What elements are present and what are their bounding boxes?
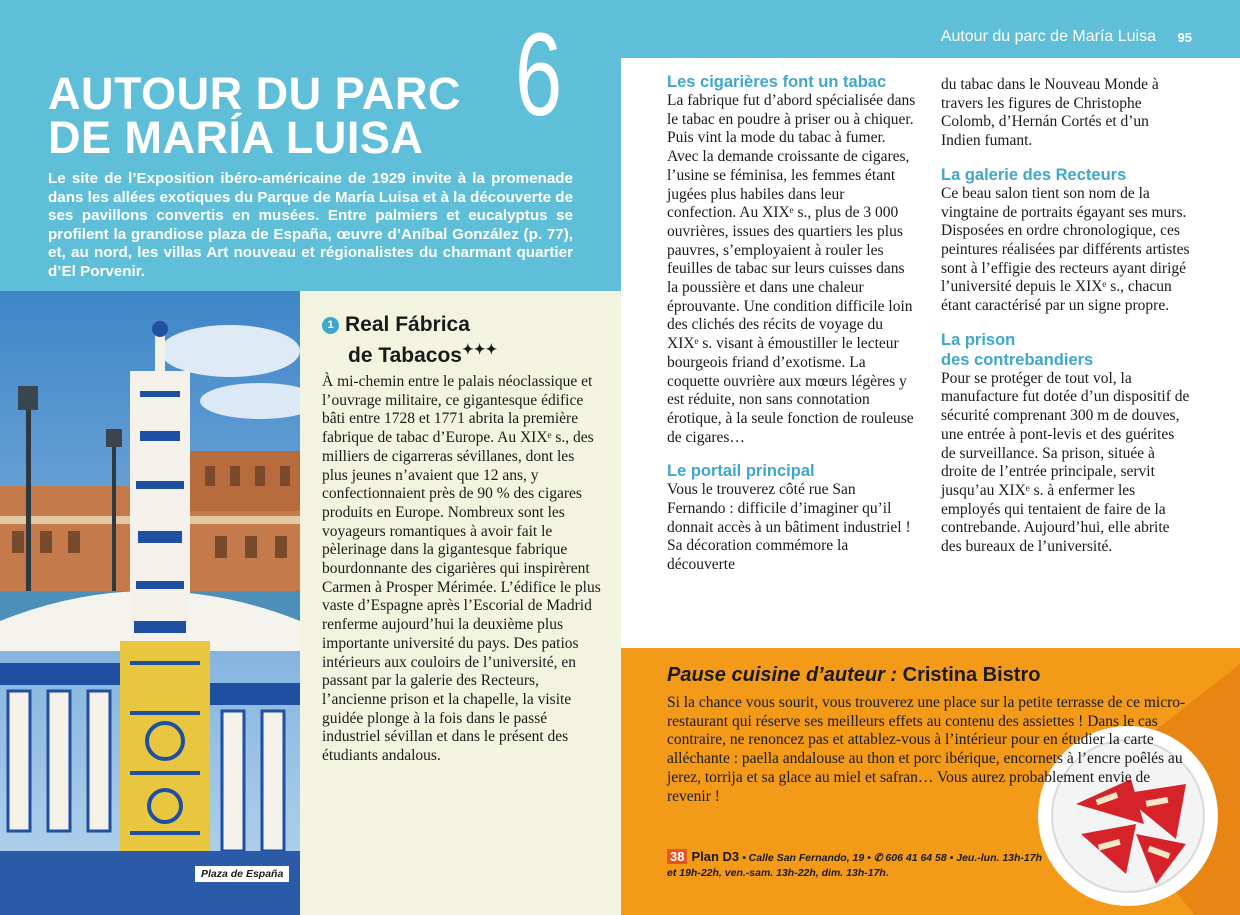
plaza-illustration <box>0 291 300 915</box>
restaurant-name: Cristina Bistro <box>902 664 1041 686</box>
running-head: Autour du parc de María Luisa <box>940 28 1156 45</box>
chapter-number: 6 <box>515 9 563 141</box>
plan-reference: Plan D3 <box>691 849 740 864</box>
section-text: À mi-chemin entre le palais néoclassique et l’ouvrage militaire, ce gigantesque édifice bâti entre 1728 et 1771 abrita la première fabrique de tabac d’Europe. Au XIXᵉ s., des milliers de cigarreras sévillanes, dont les plus jeunes n’avaient que 12 ans, y confectionnaient près de 90 % des cigares produits en Europe. Nombreux sont les voyageurs romantiques à avoir fait le pèlerinage dans la gigantesque fabrique bourdonnante des cigarières qui inspirèrent Carmen à Prosper Mérimée. L’édifice le plus vaste d’Espagne après l’Escorial de Madrid renferme aujourd’hui la deuxième plus importante université du pays. Des patios intérieurs aux couloirs de l’université, en passant par la galerie des Recteurs, l’ancienne prison et la chapelle, la visite guidée plonge à la fois dans le passé industriel sévillan et dans le présent des étudiants andalous. <box>322 373 601 765</box>
subheading-prison-line2: des contrebandiers <box>941 350 1094 369</box>
paragraph-prison: Pour se protéger de tout vol, la manufacture fut dotée d’un dispositif de sécurité comprenant 300 m de douves, une entrée à pont-levis et des guérites de surveillance. Sa prison, située à droite de l’entrée principale, servit jusqu’au XIXᵉ s. à enfermer les employés qui tentaient de faire de la contrebande. Aujourd’hui, elle abrite des bureaux de l’université. <box>941 369 1190 556</box>
chapter-title-line2: DE MARÍA LUISA <box>48 112 424 163</box>
page-number: 95 <box>1177 30 1192 45</box>
subheading-prison <box>941 330 1191 370</box>
pause-text: Si la chance vous sourit, vous trouverez une place sur la petite terrasse de ce micro-restaurant qui réserve ses meilleurs effets au contenu des assiettes ! Dans le cas contraire, ne renoncez pas et attablez-vous à l’intérieur pour en étudier la carte alléchante : paella andalouse au thon et porc ibérique, encornets à l’encre poêlés au jerez, torrija et sa glace au miel et safran… Vous aurez probablement envie de revenir ! <box>667 694 1186 805</box>
plaza-photo <box>0 291 300 915</box>
paragraph-continuation: du tabac dans le Nouveau Monde à travers les figures de Christophe Colomb, d’Hernán Cortés et d’un Indien fumant. <box>941 76 1159 150</box>
section-title-line2: de Tabacos <box>348 344 462 367</box>
chapter-title <box>48 68 461 163</box>
section-number-badge: 1 <box>322 317 339 334</box>
column-a <box>667 72 917 575</box>
address-hours: • Calle San Fernando, 19 • ✆ 606 41 64 58 • Jeu.-lun. 13h-17h et 19h-22h, ven.-sam. 13h-22h, dim. 13h-17h. <box>667 852 1043 879</box>
rating-stars: ✦✦✦ <box>461 341 498 357</box>
section-real-fabrica <box>322 312 602 766</box>
chapter-title-line1: AUTOUR DU PARC <box>48 68 461 119</box>
subheading-portail: Le portail principal <box>667 462 815 481</box>
map-badge: 38 <box>667 849 687 864</box>
subheading-prison-line1: La prison <box>941 330 1016 349</box>
column-b <box>941 76 1191 557</box>
paragraph-galerie: Ce beau salon tient son nom de la vingtaine de portraits égayant ses murs. Disposées en ordre chronologique, ces peintures réalisées par différents artistes sont à l’effigie des recteurs ayant dirigé l’université depuis le XIXᵉ s., chacun étant caractérisé par un signe propre. <box>941 184 1190 315</box>
pause-title-label: Pause cuisine d’auteur : <box>667 664 898 686</box>
paragraph-cigarieres: La fabrique fut d’abord spécialisée dans le tabac en poudre à priser ou à chiquer. Puis vint la mode du tabac à fumer. Avec la demande croissante de cigares, l’usine se féminisa, les femmes étant jugées plus habiles dans leur confection. Au XIXᵉ s., plus de 3 000 ouvrières, issues des quartiers les plus pauvres, s’employaient à rouler les feuilles de tabac sur leurs cuisses dans la poussière et dans une chaleur éprouvante. Une condition difficile loin des clichés des récits de voyage du XIXᵉ s. visant à émoustiller le lecteur bourgeois friand d’exotisme. La coquette ouvrière aux mœurs légères y est réduite, non sans connotation érotique, à la seule fonction de rouleuse de cigares… <box>667 92 916 446</box>
subheading-galerie: La galerie des Recteurs <box>941 165 1127 184</box>
section-title-line1: Real Fábrica <box>345 313 470 336</box>
pause-title <box>667 664 1040 687</box>
photo-caption: Plaza de España <box>195 866 289 882</box>
section-title <box>322 312 602 368</box>
paragraph-portail: Vous le trouverez côté rue San Fernando : difficile d’imaginer qu’il donnait accès à un bâtiment industriel ! Sa décoration commémore la découverte <box>667 481 911 574</box>
chapter-intro: Le site de l’Exposition ibéro-américaine de 1929 invite à la promenade dans les allées exotiques du Parque de María Luisa et à la découverte de ses pavillons convertis en musées. Entre palmiers et eucalyptus se profilent la grandiose plaza de España, œuvre d’Aníbal González (p. 77), et, au nord, les villas Art nouveau et régionalistes du charmant quartier d’El Porvenir. <box>48 170 574 280</box>
subheading-cigarieres: Les cigarières font un tabac <box>667 73 887 91</box>
restaurant-info <box>667 849 1047 881</box>
